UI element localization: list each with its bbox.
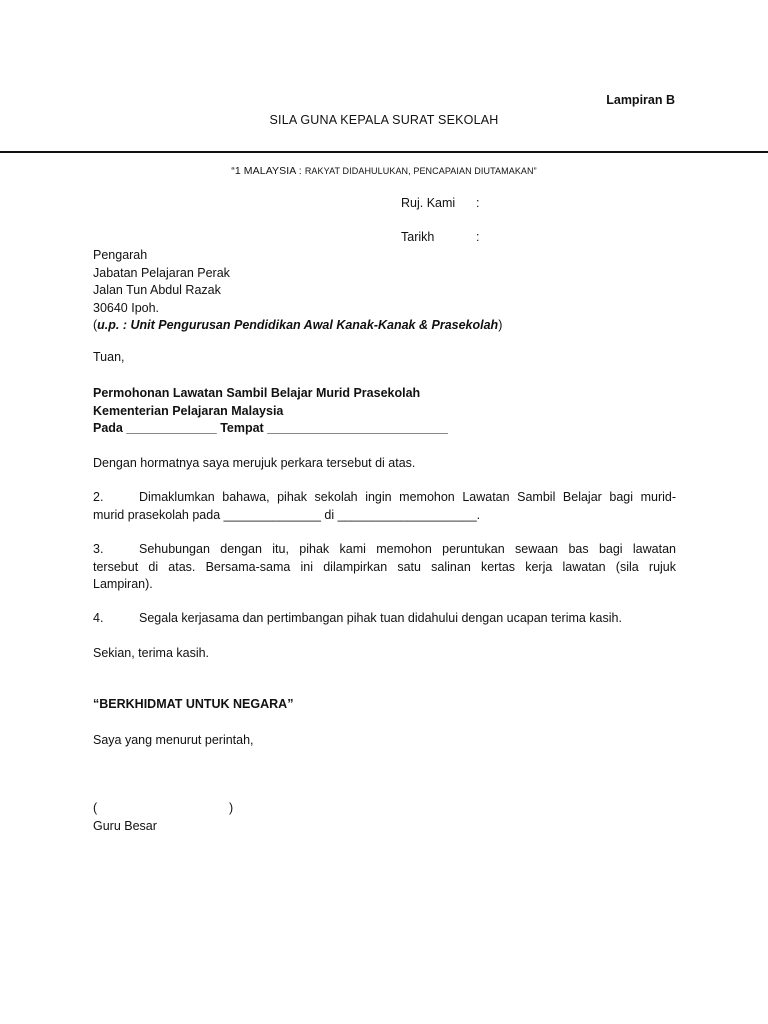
paragraph-number: 3. (93, 542, 104, 556)
slogan (0, 165, 768, 177)
attention-text: u.p. : Unit Pengurusan Pendidikan Awal Kanak-Kanak & Prasekolah (97, 318, 499, 332)
lampiran-label: Lampiran B (606, 93, 675, 107)
paragraph-5: Sekian, terima kasih. (93, 646, 210, 660)
paragraph-1: Dengan hormatnya saya merujuk perkara tersebut di atas. (93, 456, 416, 470)
paragraph-3-line: Lampiran). (93, 577, 153, 591)
paragraph-4 (93, 610, 676, 628)
recipient-line: Jalan Tun Abdul Razak (93, 283, 221, 297)
tarikh-colon: : (476, 230, 480, 244)
recipient-line: Pengarah (93, 248, 148, 262)
paren-open: ( (93, 318, 98, 332)
signature-paren-open: ( (93, 801, 98, 815)
paragraph-number: 2. (93, 490, 104, 504)
paragraph-2-line (93, 489, 676, 507)
slogan-prefix: “1 MALAYSIA : (231, 165, 305, 177)
ruj-kami-colon: : (476, 196, 480, 210)
paragraph-3-line (93, 541, 676, 559)
paragraph-2-line: murid prasekolah pada ______________ di ____________________. (93, 507, 481, 522)
subject-line: Pada _____________ Tempat __________________________ (93, 421, 448, 435)
header-divider (0, 151, 768, 153)
recipient-address (93, 247, 502, 335)
signatory-title: Guru Besar (93, 819, 157, 833)
paragraph-3 (93, 541, 676, 594)
paragraph-number: 4. (93, 611, 104, 625)
paragraph-3-line: tersebut di atas. Bersama-sama ini dilampirkan satu salinan kertas kerja lawatan (sila rujuk (93, 559, 676, 574)
motto: “BERKHIDMAT UNTUK NEGARA” (93, 697, 294, 711)
letterhead-placeholder: SILA GUNA KEPALA SURAT SEKOLAH (269, 113, 499, 127)
slogan-text: RAKYAT DIDAHULUKAN, PENCAPAIAN DIUTAMAKAN” (304, 166, 537, 176)
ruj-kami-label: Ruj. Kami (401, 196, 456, 210)
paragraph-3-text: Sehubungan dengan itu, pihak kami memohon peruntukan sewaan bas bagi lawatan (139, 542, 676, 556)
recipient-attention (93, 317, 502, 335)
subject-line: Permohonan Lawatan Sambil Belajar Murid Prasekolah (93, 386, 421, 400)
recipient-line: Jabatan Pelajaran Perak (93, 265, 230, 280)
subject-block (93, 385, 448, 438)
closing-phrase: Saya yang menurut perintah, (93, 733, 254, 747)
subject-line: Kementerian Pelajaran Malaysia (93, 403, 284, 418)
paragraph-2-text: Dimaklumkan bahawa, pihak sekolah ingin memohon Lawatan Sambil Belajar bagi murid- (139, 490, 676, 504)
paragraph-4-text: Segala kerjasama dan pertimbangan pihak tuan didahului dengan ucapan terima kasih. (139, 611, 622, 625)
recipient-line: 30640 Ipoh. (93, 300, 160, 315)
tarikh-label: Tarikh (401, 230, 435, 244)
salutation: Tuan, (93, 350, 125, 364)
paragraph-2 (93, 489, 676, 524)
paren-close: ) (498, 318, 503, 332)
signature-paren-close: ) (229, 801, 234, 815)
